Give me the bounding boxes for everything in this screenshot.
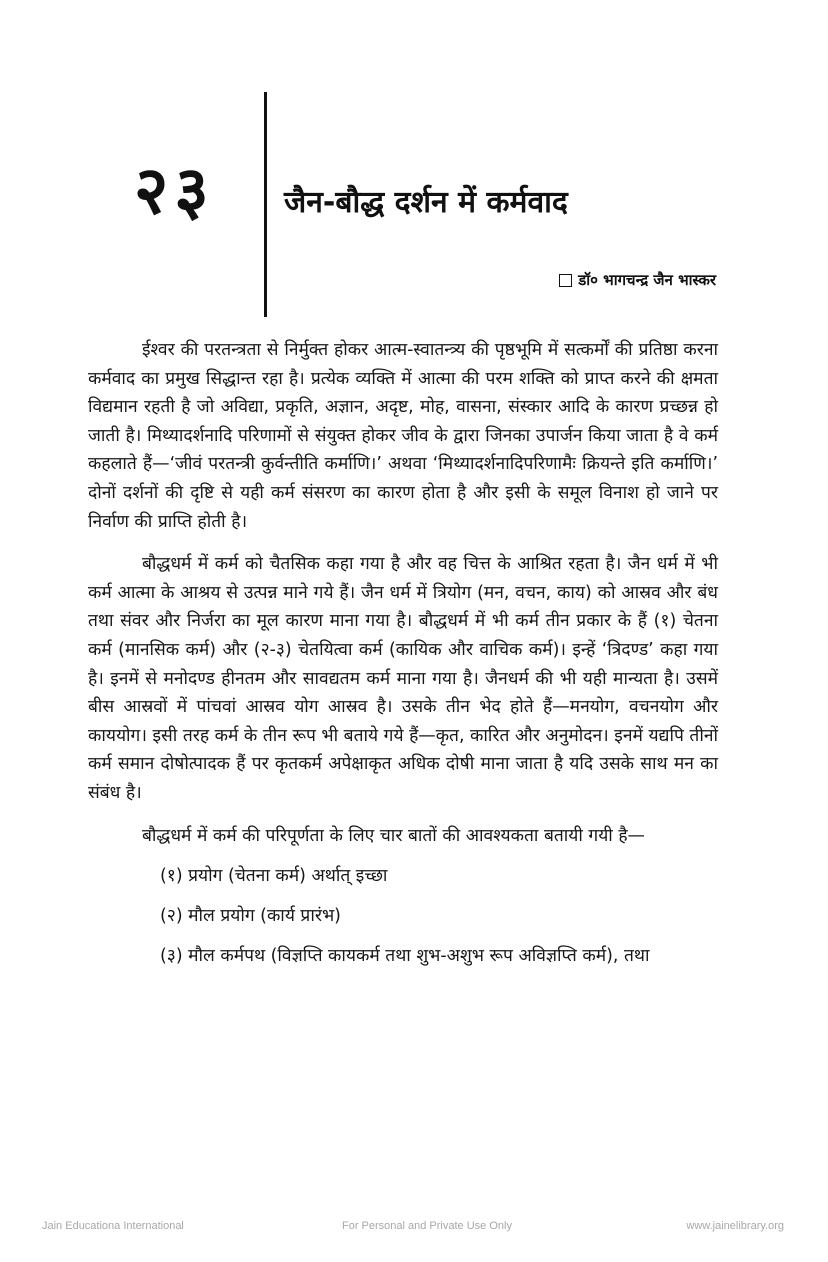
footer-publisher: Jain Educationa International xyxy=(42,1220,184,1232)
list-item: (३) मौल कर्मपथ (विज्ञप्ति कायकर्म तथा शुभ-अशुभ रूप अविज्ञप्ति कर्म), तथा xyxy=(160,946,650,967)
list-item: (२) मौल प्रयोग (कार्य प्रारंभ) xyxy=(160,906,341,927)
article-body xyxy=(88,336,718,970)
author-name: डॉ० भागचन्द्र जैन भास्कर xyxy=(578,271,716,289)
paragraph: ईश्वर की परतन्त्रता से निर्मुक्त होकर आत्म-स्वातन्त्र्य की पृष्ठभूमि में सत्कर्मों की प्रतिष्ठा करना कर्मवाद का प्रमुख सिद्धान्त रहा है। प्रत्येक व्यक्ति में आत्मा की परम शक्ति को प्राप्त करने की क्षमता विद्यमान रहती है जो अविद्या, प्रकृति, अज्ञान, अदृष्ट, मोह, वासना, संस्कार आदि के कारण प्रच्छन्न हो जाती है। मिथ्यादर्शनादि परिणामों से संयुक्त होकर जीव के द्वारा जिनका उपार्जन किया जाता है वे कर्म कहलाते हैं—‘जीवं परतन्त्री कुर्वन्तीति कर्माणि।’ अथवा ‘मिथ्यादर्शनादिपरिणामैः क्रियन्ते इति कर्माणि।’ दोनों दर्शनों की दृष्टि से यही कर्म संसरण का कारण होता है और इसी के समूल विनाश हो जाने पर निर्वाण की प्राप्ति होती है। xyxy=(88,340,718,532)
heading-divider xyxy=(264,92,267,317)
chapter-number: २३ xyxy=(134,152,215,229)
paragraph: बौद्धधर्म में कर्म को चैतसिक कहा गया है और वह चित्त के आश्रित रहता है। जैन धर्म में भी कर्म आत्मा के आश्रय से उत्पन्न माने गये हैं। जैन धर्म में त्रियोग (मन, वचन, काय) को आस्रव और बंध तथा संवर और निर्जरा का मूल कारण माना गया है। बौद्धधर्म में भी कर्म तीन प्रकार के हैं (१) चेतना कर्म (मानसिक कर्म) और (२-३) चेतयित्वा कर्म (कायिक और वाचिक कर्म)। इन्हें ‘त्रिदण्ड’ कहा गया है। इनमें से मनोदण्ड हीनतम और सावद्यतम कर्म माना गया है। जैनधर्म की भी यही मान्यता है। उसमें बीस आस्रवों में पांचवां आस्रव योग आस्रव है। उसके तीन भेद होते हैं—मनयोग, वचनयोग और काययोग। इसी तरह कर्म के तीन रूप भी बताये गये हैं—कृत, कारित और अनुमोदन। इनमें यद्यपि तीनों कर्म समान दोषोत्पादक हैं पर कृतकर्म अपेक्षाकृत अधिक दोषी माना जाता है यदि उसके साथ मन का संबंध है। xyxy=(88,554,718,803)
conditions-list xyxy=(88,862,718,970)
list-item: (१) प्रयोग (चेतना कर्म) अर्थात् इच्छा xyxy=(160,866,388,887)
footer-usage-note: For Personal and Private Use Only xyxy=(342,1220,512,1232)
author-byline xyxy=(559,270,716,290)
footer-website: www.jainelibrary.org xyxy=(686,1220,784,1232)
square-box-icon xyxy=(559,274,572,287)
paragraph: बौद्धधर्म में कर्म की परिपूर्णता के लिए चार बातों की आवश्यकता बतायी गयी है— xyxy=(142,825,645,846)
chapter-title: जैन-बौद्ध दर्शन में कर्मवाद xyxy=(284,185,568,220)
